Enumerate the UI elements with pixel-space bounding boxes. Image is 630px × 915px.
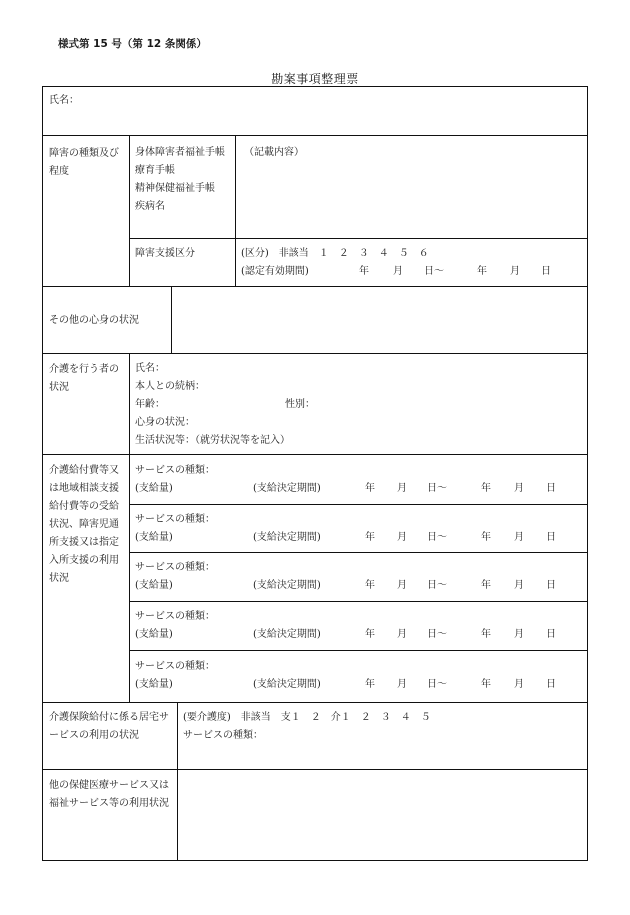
care-level-line: (要介護度) 非該当 支１ ２ 介１ ２ ３ ４ ５: [183, 712, 431, 723]
service-year-to: 年: [481, 532, 491, 543]
form-number: 様式第 15 号（第 12 条関係）: [58, 38, 207, 50]
service-day-to: 日: [546, 580, 556, 591]
service-month-to: 月: [514, 580, 524, 591]
disability-card-mental: 精神保健福祉手帳: [135, 183, 215, 194]
service-month-from: 月: [397, 483, 407, 494]
service-day-from: 日～: [427, 483, 447, 494]
service-type-label: サービスの種類：: [135, 514, 215, 525]
service-type-label: サービスの種類：: [135, 661, 215, 672]
disability-content-label: （記載内容）: [244, 147, 304, 158]
service-year-from: 年: [365, 532, 375, 543]
service-amount-label: (支給量): [135, 532, 173, 543]
service-month-from: 月: [397, 629, 407, 640]
service-year-to: 年: [481, 679, 491, 690]
caregiver-name: 氏名：: [135, 363, 165, 374]
caregiver-condition: 心身の状況：: [135, 417, 195, 428]
service-day-to: 日: [546, 679, 556, 690]
service-year-from: 年: [365, 679, 375, 690]
validity-row: [43, 263, 587, 281]
service-day-to: 日: [546, 532, 556, 543]
service-year-from: 年: [365, 629, 375, 640]
other-services-label: 他の保健医療サービス又は福祉サービス等の利用状況: [49, 780, 169, 809]
name-label: 氏名：: [49, 95, 79, 106]
validity-label: (認定有効期間): [241, 266, 309, 277]
divider-after-other-condition: [43, 353, 587, 354]
validity-month: 月: [393, 266, 403, 277]
care-service-type: サービスの種類：: [183, 730, 263, 741]
service-entry: [43, 504, 587, 552]
service-day-from: 日～: [427, 580, 447, 591]
disability-card-rehab: 療育手帳: [135, 165, 175, 176]
document-title: 勘案事項整理票: [271, 72, 359, 86]
services-label: 介護給付費等又は地域相談支援給付費等の受給状況、障害児通所支援又は指定入所支援の利用状況: [49, 465, 119, 584]
divider-disability-inner: [129, 238, 587, 239]
caregiver-label: 介護を行う者の状況: [49, 364, 119, 393]
service-month-to: 月: [514, 629, 524, 640]
validity-year: 年: [359, 266, 369, 277]
service-month-from: 月: [397, 580, 407, 591]
disability-label: 障害の種類及び程度: [49, 148, 119, 177]
service-day-from: 日～: [427, 629, 447, 640]
service-period-label: (支給決定期間): [253, 629, 321, 640]
divider-after-services: [43, 702, 587, 703]
service-year-to: 年: [481, 580, 491, 591]
service-amount-label: (支給量): [135, 629, 173, 640]
divider-after-care-insurance: [43, 769, 587, 770]
service-period-label: (支給決定期間): [253, 483, 321, 494]
service-day-from: 日～: [427, 532, 447, 543]
validity-day-2: 日: [541, 266, 551, 277]
caregiver-living: 生活状況等：（就労状況等を記入）: [135, 435, 290, 446]
vdivider-care-insurance: [177, 702, 178, 860]
service-amount-label: (支給量): [135, 580, 173, 591]
service-type-label: サービスの種類：: [135, 611, 215, 622]
service-entry: [43, 650, 587, 702]
divider-after-disability: [43, 286, 587, 287]
form-table: [42, 86, 588, 861]
caregiver-gender: 性別：: [285, 399, 315, 410]
service-month-from: 月: [397, 679, 407, 690]
service-day-to: 日: [546, 629, 556, 640]
service-month-from: 月: [397, 532, 407, 543]
classification-line: (区分) 非該当 １ ２ ３ ４ ５ ６: [241, 248, 429, 259]
service-type-label: サービスの種類：: [135, 465, 215, 476]
service-entry: [43, 454, 587, 504]
service-amount-label: (支給量): [135, 679, 173, 690]
service-day-from: 日～: [427, 679, 447, 690]
support-level-label: 障害支援区分: [135, 248, 195, 259]
vdivider-other-condition: [171, 286, 172, 353]
service-entry: [43, 552, 587, 601]
service-type-label: サービスの種類：: [135, 562, 215, 573]
service-dates-row: [43, 577, 587, 595]
service-year-from: 年: [365, 580, 375, 591]
service-amount-label: (支給量): [135, 483, 173, 494]
service-dates-row: [43, 529, 587, 547]
care-insurance-label: 介護保険給付に係る居宅サービスの利用の状況: [49, 712, 169, 741]
service-year-to: 年: [481, 483, 491, 494]
disability-card-disease: 疾病名: [135, 201, 165, 212]
disability-card-physical: 身体障害者福祉手帳: [135, 147, 225, 158]
service-dates-row: [43, 676, 587, 694]
service-month-to: 月: [514, 679, 524, 690]
validity-year-2: 年: [477, 266, 487, 277]
divider-after-name: [43, 135, 587, 136]
service-period-label: (支給決定期間): [253, 679, 321, 690]
service-period-label: (支給決定期間): [253, 532, 321, 543]
validity-day-from: 日～: [424, 266, 444, 277]
service-dates-row: [43, 480, 587, 498]
service-dates-row: [43, 626, 587, 644]
service-month-to: 月: [514, 532, 524, 543]
service-year-to: 年: [481, 629, 491, 640]
vdivider-caregiver: [129, 353, 130, 454]
service-month-to: 月: [514, 483, 524, 494]
validity-month-2: 月: [510, 266, 520, 277]
caregiver-relation: 本人との続柄：: [135, 381, 205, 392]
other-condition-label: その他の心身の状況: [49, 315, 139, 326]
service-day-to: 日: [546, 483, 556, 494]
service-year-from: 年: [365, 483, 375, 494]
caregiver-age: 年齢：: [135, 399, 165, 410]
service-entry: [43, 601, 587, 650]
service-period-label: (支給決定期間): [253, 580, 321, 591]
